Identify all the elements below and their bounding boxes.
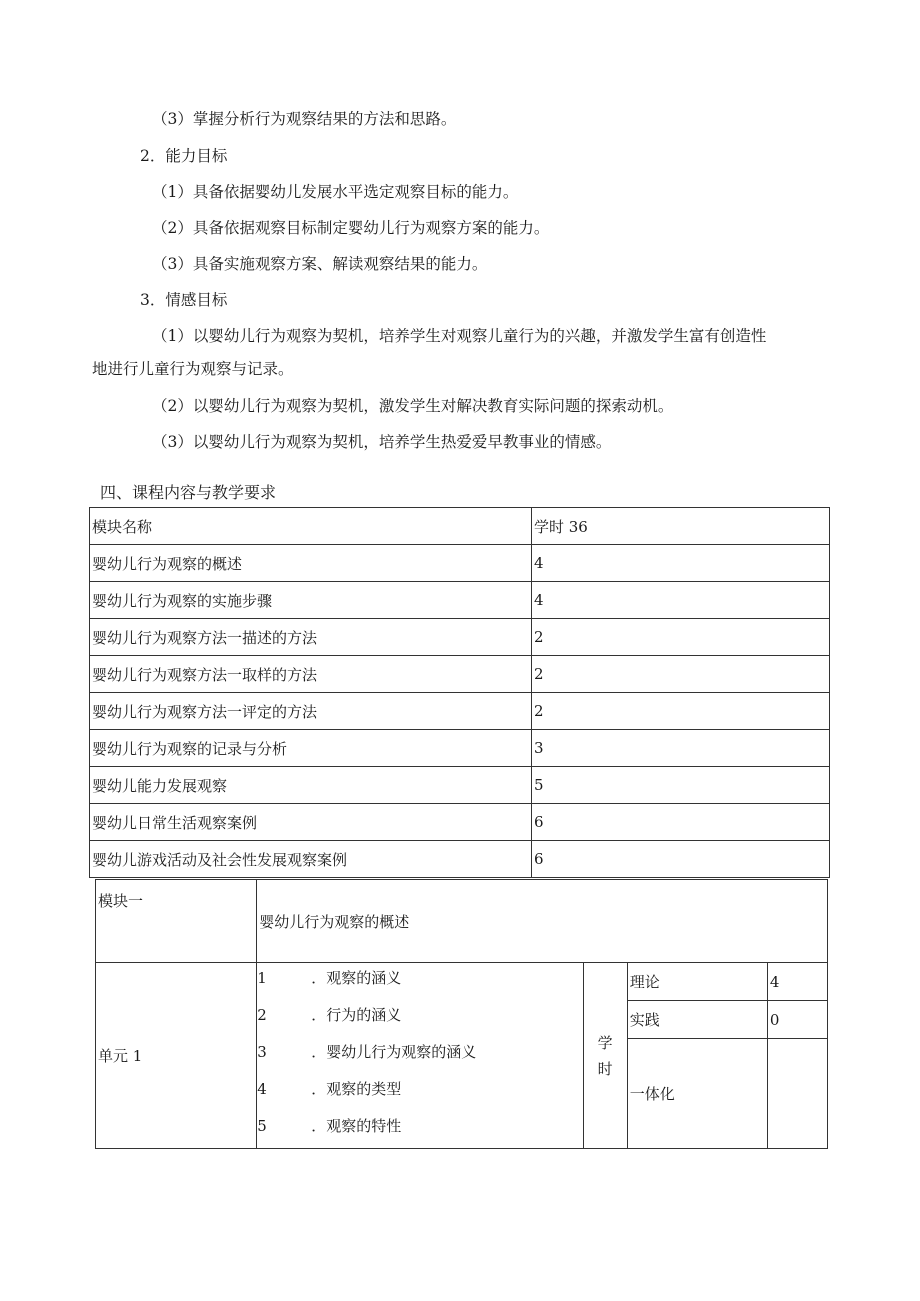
table-row bbox=[90, 767, 830, 804]
item-text: ．观察的涵义 bbox=[311, 969, 402, 987]
module-hours-cell: 6 bbox=[532, 804, 830, 841]
table-row bbox=[90, 693, 830, 730]
module-title: 婴幼儿行为观察的概述 bbox=[257, 880, 828, 963]
theory-label: 理论 bbox=[627, 963, 767, 1001]
paragraph-knowledge-3: （3）掌握分析行为观察结果的方法和思路。 bbox=[152, 110, 457, 128]
item-text: ．观察的类型 bbox=[311, 1080, 402, 1098]
item-number: 5 bbox=[257, 1117, 267, 1135]
paragraph-emotion-1-cont: 地进行儿童行为观察与记录。 bbox=[92, 360, 294, 378]
module-detail-table bbox=[95, 879, 828, 1149]
hours-label-cell bbox=[583, 963, 627, 1149]
item-number: 3 bbox=[257, 1043, 267, 1061]
list-item bbox=[257, 963, 582, 1000]
paragraph-ability-2: （2）具备依据观察目标制定婴幼儿行为观察方案的能力。 bbox=[152, 219, 550, 237]
module-name-cell: 婴幼儿行为观察方法一取样的方法 bbox=[90, 656, 532, 693]
heading-ability-goals: 2．能力目标 bbox=[140, 147, 228, 165]
module-name-cell: 婴幼儿游戏活动及社会性发展观察案例 bbox=[90, 841, 532, 878]
module-name-cell: 婴幼儿日常生活观察案例 bbox=[90, 804, 532, 841]
item-number: 4 bbox=[257, 1080, 267, 1098]
list-item bbox=[257, 1074, 582, 1111]
module-name-cell: 婴幼儿能力发展观察 bbox=[90, 767, 532, 804]
paragraph-ability-3: （3）具备实施观察方案、解读观察结果的能力。 bbox=[152, 255, 488, 273]
practice-label: 实践 bbox=[627, 1001, 767, 1039]
theory-value: 4 bbox=[767, 963, 827, 1001]
table-row bbox=[90, 582, 830, 619]
unit-items-cell bbox=[257, 963, 583, 1149]
table-row bbox=[90, 841, 830, 878]
paragraph-emotion-1: （1）以婴幼儿行为观察为契机，培养学生对观察儿童行为的兴趣，并激发学生富有创造性 bbox=[152, 327, 767, 345]
module-label: 模块一 bbox=[96, 880, 257, 963]
table-row bbox=[90, 804, 830, 841]
header-module-name: 模块名称 bbox=[90, 508, 532, 545]
list-item bbox=[257, 1000, 582, 1037]
item-text: ．行为的涵义 bbox=[311, 1006, 402, 1024]
practice-value: 0 bbox=[767, 1001, 827, 1039]
item-number: 2 bbox=[257, 1006, 267, 1024]
heading-emotion-goals: 3．情感目标 bbox=[140, 291, 228, 309]
table-row bbox=[90, 656, 830, 693]
module-hours-cell: 3 bbox=[532, 730, 830, 767]
table-row bbox=[90, 619, 830, 656]
module-hours-cell: 2 bbox=[532, 656, 830, 693]
header-hours: 学时 36 bbox=[532, 508, 830, 545]
module-name-cell: 婴幼儿行为观察的概述 bbox=[90, 545, 532, 582]
hours-label-char-1: 学 bbox=[597, 1033, 613, 1052]
table-row bbox=[90, 545, 830, 582]
hours-label-char-2: 时 bbox=[597, 1059, 613, 1078]
item-text: ．观察的特性 bbox=[311, 1117, 402, 1135]
unit-label: 单元 1 bbox=[96, 963, 257, 1149]
unit-row bbox=[96, 963, 828, 1001]
section-title: 四、课程内容与教学要求 bbox=[100, 483, 277, 502]
module-title-row bbox=[96, 880, 828, 963]
module-hours-cell: 5 bbox=[532, 767, 830, 804]
unit-item-list bbox=[257, 963, 582, 1148]
module-name-cell: 婴幼儿行为观察方法一评定的方法 bbox=[90, 693, 532, 730]
module-hours-cell: 4 bbox=[532, 545, 830, 582]
integrated-value bbox=[767, 1039, 827, 1149]
module-hours-cell: 2 bbox=[532, 693, 830, 730]
paragraph-emotion-3: （3）以婴幼儿行为观察为契机，培养学生热爱爱早教事业的情感。 bbox=[152, 433, 612, 451]
module-hours-cell: 2 bbox=[532, 619, 830, 656]
module-name-cell: 婴幼儿行为观察方法一描述的方法 bbox=[90, 619, 532, 656]
item-number: 1 bbox=[257, 969, 267, 987]
paragraph-emotion-2: （2）以婴幼儿行为观察为契机，激发学生对解决教育实际问题的探索动机。 bbox=[152, 397, 674, 415]
table-header-row bbox=[90, 508, 830, 545]
item-text: ．婴幼儿行为观察的涵义 bbox=[311, 1043, 477, 1061]
paragraph-ability-1: （1）具备依据婴幼儿发展水平选定观察目标的能力。 bbox=[152, 183, 519, 201]
module-name-cell: 婴幼儿行为观察的记录与分析 bbox=[90, 730, 532, 767]
list-item bbox=[257, 1111, 582, 1148]
module-hours-cell: 6 bbox=[532, 841, 830, 878]
course-content-table bbox=[89, 507, 830, 878]
module-hours-cell: 4 bbox=[532, 582, 830, 619]
integrated-label: 一体化 bbox=[627, 1039, 767, 1149]
list-item bbox=[257, 1037, 582, 1074]
table-row bbox=[90, 730, 830, 767]
module-name-cell: 婴幼儿行为观察的实施步骤 bbox=[90, 582, 532, 619]
